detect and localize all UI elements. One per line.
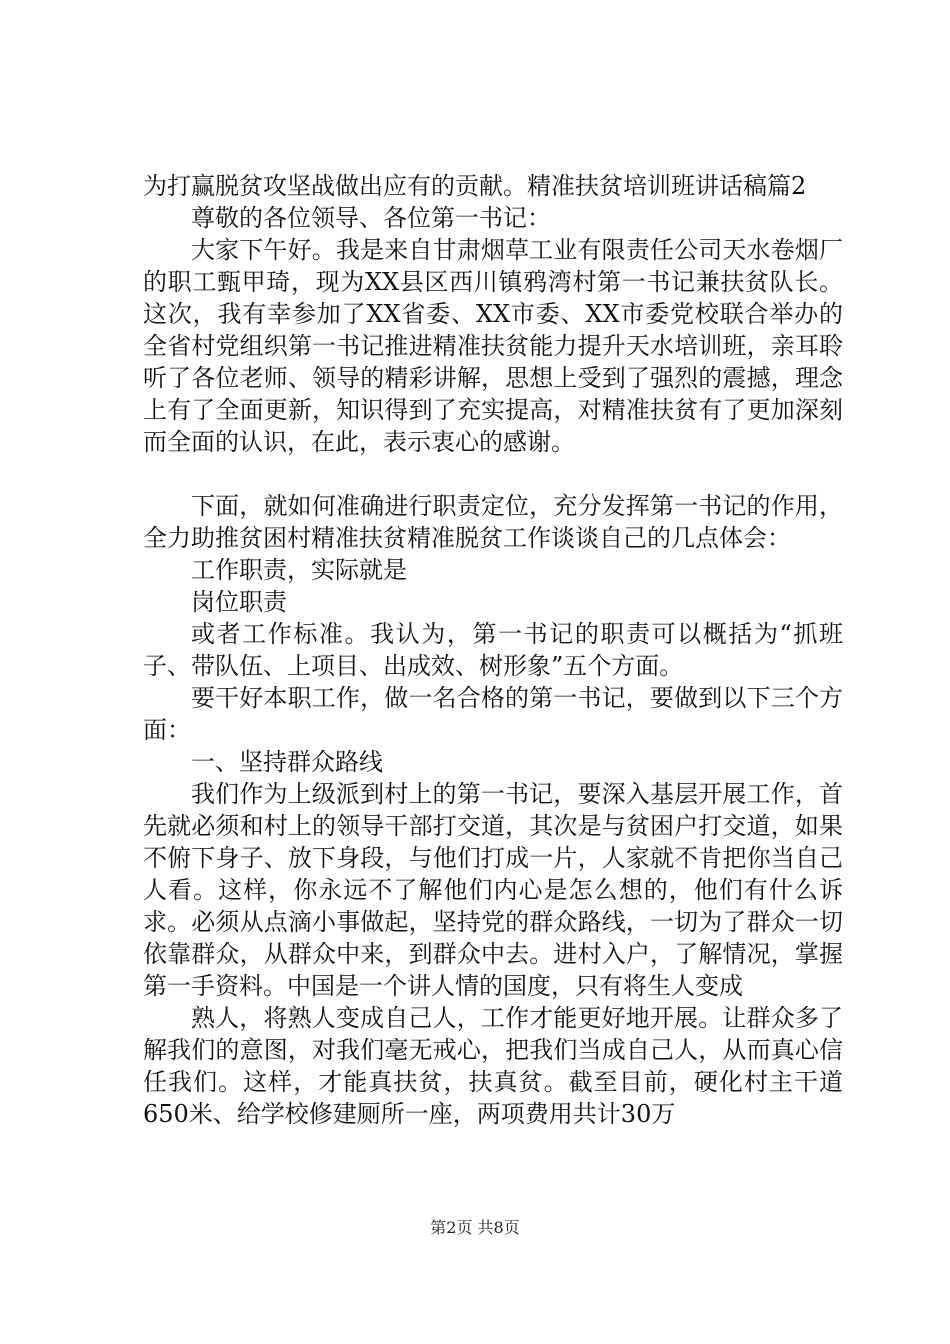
paragraph-three-aspects: 要干好本职工作，做一名合格的第一书记，要做到以下三个方面：	[143, 684, 843, 744]
paragraph-duty-summary: 或者工作标准。我认为，第一书记的职责可以概括为“抓班子、带队伍、上项目、出成效、树形象”五个方面。	[143, 620, 843, 680]
paragraph-spacer	[143, 458, 843, 490]
paragraph-introduction: 大家下午好。我是来自甘肃烟草工业有限责任公司天水卷烟厂的职工甄甲琦，现为XX县区西川镇鸦湾村第一书记兼扶贫队长。这次，我有幸参加了XX省委、XX市委、XX市委党校联合举办的全省村党组织第一书记推进精准扶贫能力提升天水培训班，亲耳聆听了各位老师、领导的精彩讲解，思想上受到了强烈的震撼，理念上有了全面更新，知识得到了充实提高，对精准扶贫有了更加深刻而全面的认识，在此，表示衷心的感谢。	[143, 236, 843, 456]
paragraph-post-duty: 岗位职责	[191, 588, 287, 616]
document-body	[143, 170, 843, 1130]
paragraph-duty-line: 工作职责，实际就是	[191, 556, 407, 584]
paragraph-continuation: 为打赢脱贫攻坚战做出应有的贡献。精准扶贫培训班讲话稿篇2	[143, 172, 807, 200]
paragraph-salutation: 尊敬的各位领导、各位第一书记：	[191, 204, 551, 232]
paragraph-progress: 熟人，将熟人变成自己人，工作才能更好地开展。让群众多了解我们的意图，对我们毫无戒心，把我们当成自己人，从而真心信任我们。这样，才能真扶贫，扶真贫。截至目前，硬化村主干道650米、给学校修建厕所一座，两项费用共计30万	[143, 1004, 843, 1128]
paragraph-mass-line: 我们作为上级派到村上的第一书记，要深入基层开展工作，首先就必须和村上的领导干部打交道，其次是与贫困户打交道，如果不俯下身子、放下身段，与他们打成一片，人家就不肯把你当自己人看。这样，你永远不了解他们内心是怎么想的，他们有什么诉求。必须从点滴小事做起，坚持党的群众路线，一切为了群众一切依靠群众，从群众中来，到群众中去。进村入户，了解情况，掌握第一手资料。中国是一个讲人情的国度，只有将生人变成	[143, 780, 843, 1000]
section-heading: 一、坚持群众路线	[191, 748, 383, 776]
page-number-footer: 第2页 共8页	[430, 1218, 520, 1237]
paragraph-topic: 下面，就如何准确进行职责定位，充分发挥第一书记的作用，全力助推贫困村精准扶贫精准脱贫工作谈谈自己的几点体会：	[143, 492, 843, 552]
